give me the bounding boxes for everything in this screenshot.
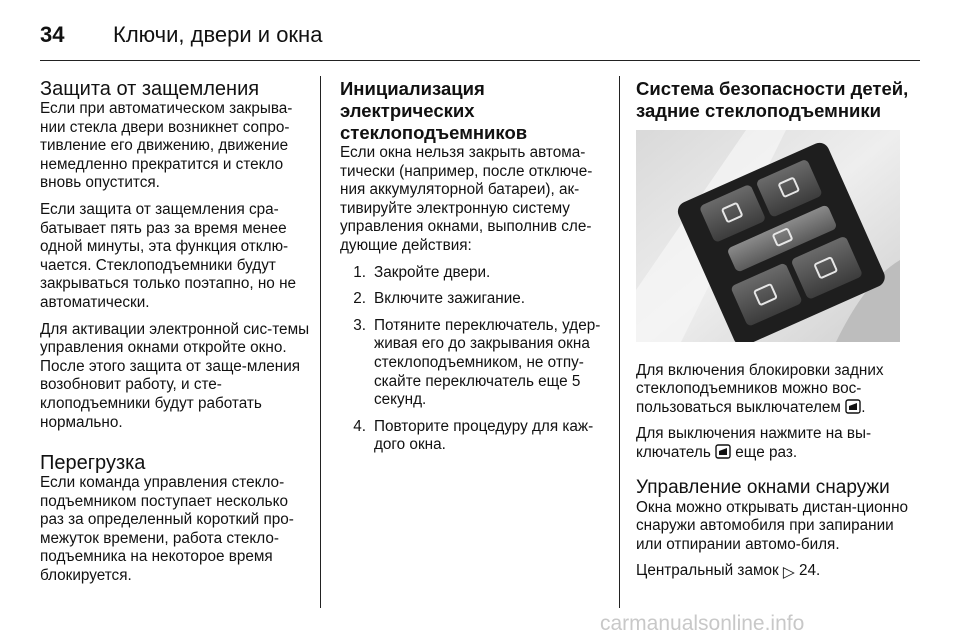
paragraph: Для включения блокировки задних стеклоподъемников можно вос-пользоваться выключателем .	[636, 361, 884, 416]
list-item: 3. Потяните переключатель, удер-живая его до закрывания окна стеклоподъемником, не отпу-скайте переключатель еще 5 секунд.	[353, 316, 601, 409]
page-number: 34	[40, 22, 65, 47]
section-heading-remote-windows: Управление окнами снаружи	[636, 476, 890, 498]
child-lock-switch-icon	[715, 444, 731, 459]
section-heading-child-safety: Система безопасности детей, задние стеклоподъемники	[636, 78, 909, 121]
page-reference-arrow-icon: ▷	[782, 564, 795, 582]
paragraph: Если команда управления стекло-подъемником поступает несколько раз за определенный короткий про-межуток времени, работа стекло-подъемника на некоторое время блокируется.	[40, 474, 294, 585]
page-reference[interactable]: 24.	[798, 562, 821, 580]
chapter-title: Ключи, двери и окна	[113, 22, 323, 47]
paragraph: Если защита от защемления сра-батывает пять раз за время менее одной минуты, эта функция отклю-чается. Стеклоподъемники будут закрываться только поэтапно, но не автоматически.	[40, 200, 297, 311]
list-item: 1. Закройте двери.	[353, 263, 491, 281]
column-2	[340, 78, 608, 463]
column-1	[40, 78, 312, 594]
section-heading-initialization: Инициализация электрических стеклоподъемников	[340, 78, 528, 143]
header-rule	[40, 60, 920, 61]
column-divider	[320, 76, 321, 608]
child-lock-switch-icon	[845, 399, 861, 414]
watermark: carmanualsonline.info	[600, 612, 805, 635]
paragraph: Центральный замок ▷ 24.	[636, 562, 821, 582]
column-3	[636, 78, 910, 591]
paragraph: Если при автоматическом закрыва-нии стекла двери возникнет сопро-тивление его движению, движение немедленно прекратится и стекло вновь опустится.	[40, 100, 293, 192]
section-heading-pinch-protection: Защита от защемления	[40, 78, 260, 100]
page-header	[40, 22, 323, 48]
window-switch-panel-photo	[636, 130, 900, 342]
list-item: 4. Повторите процедуру для каж-дого окна.	[353, 417, 594, 454]
paragraph: Для выключения нажмите на вы-ключатель еще раз.	[636, 425, 872, 461]
list-item: 2. Включите зажигание.	[353, 290, 526, 308]
paragraph: Для активации электронной сис-темы управления окнами откройте окно. После этого защита от заще-мления возобновит работу, и сте-клоподъемники будут работать нормально.	[40, 320, 310, 431]
paragraph: Если окна нельзя закрыть автома-тически (например, после отключе-ния аккумуляторной батареи), ак-тивируйте электронную систему управления окнами, выполнив сле-дующие действия:	[340, 144, 593, 254]
steps-list	[340, 264, 608, 455]
section-heading-overload: Перегрузка	[40, 452, 146, 475]
column-divider	[619, 76, 620, 608]
paragraph: Окна можно открывать дистан-ционно снаружи автомобиля при запирании или отпирании автомо-биля.	[636, 498, 909, 553]
